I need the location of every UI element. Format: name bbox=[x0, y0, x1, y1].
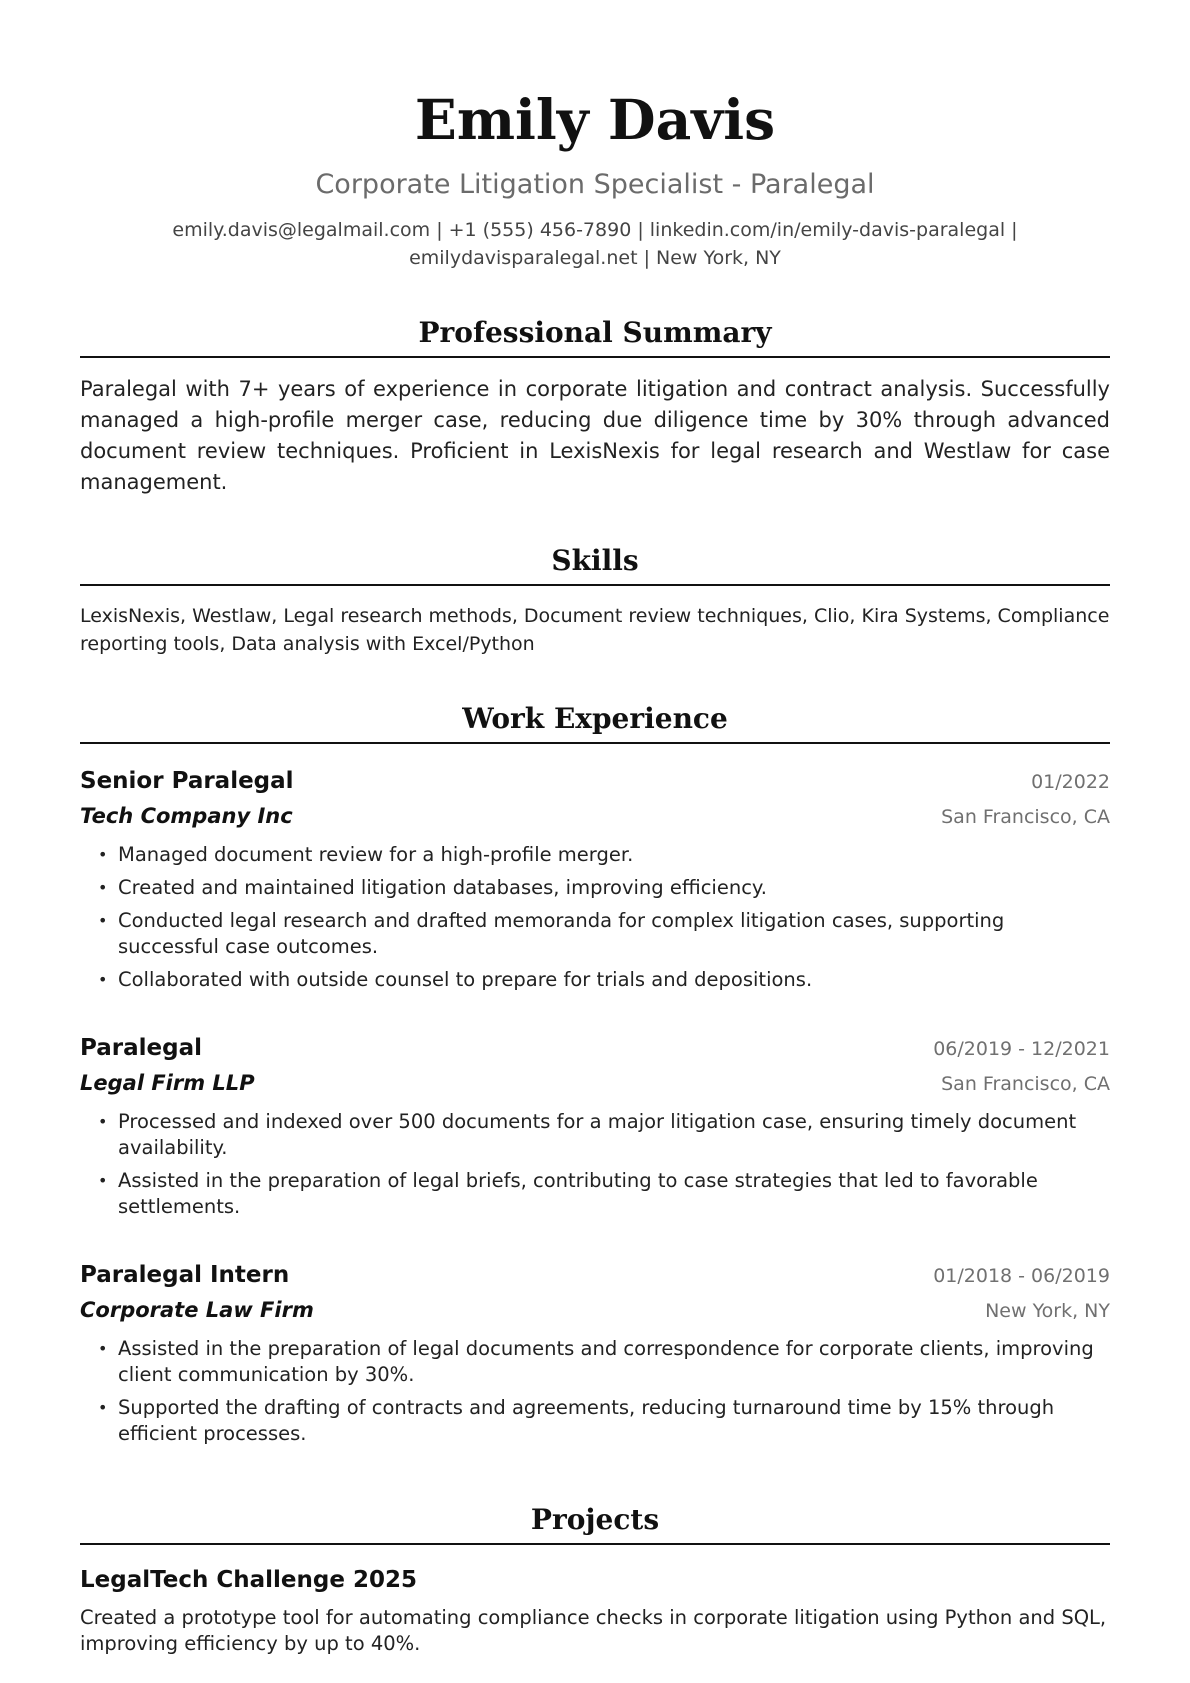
job-title: Senior Paralegal bbox=[80, 768, 294, 794]
project-description: Created a prototype tool for automating compliance checks in corporate litigation using Python and SQL, improving efficiency by up to 40%. bbox=[80, 1606, 1107, 1655]
bullet-item: • Supported the drafting of contracts and agreements, reducing turnaround time by 15% through efficient processes. bbox=[118, 1395, 1110, 1447]
job-title: Paralegal Intern bbox=[80, 1262, 290, 1288]
candidate-title: Corporate Litigation Specialist - Paralegal bbox=[315, 169, 875, 200]
bullet-item: • Conducted legal research and drafted memoranda for complex litigation cases, supporting successful case outcomes. bbox=[118, 908, 1110, 960]
skills-text: LexisNexis, Westlaw, Legal research methods, Document review techniques, Clio, Kira Systems, Compliance reporting tools, Data analysis with Excel/Python bbox=[80, 605, 1110, 655]
bullet-item: • Managed document review for a high-profile merger. bbox=[118, 842, 1110, 868]
job-location: San Francisco, CA bbox=[941, 1073, 1110, 1095]
job-company: Tech Company Inc bbox=[80, 804, 293, 828]
job-date: 01/2022 bbox=[1031, 771, 1110, 793]
project-entry bbox=[80, 1563, 1110, 1657]
job-entry bbox=[80, 1258, 1110, 1447]
job-bullets bbox=[80, 1336, 1110, 1447]
bullet-item: • Collaborated with outside counsel to prepare for trials and depositions. bbox=[118, 967, 1110, 993]
candidate-name: Emily Davis bbox=[414, 87, 776, 152]
job-title: Paralegal bbox=[80, 1035, 202, 1061]
bullet-item: • Assisted in the preparation of legal documents and correspondence for corporate clients, improving client communication by 30%. bbox=[118, 1336, 1110, 1388]
bullet-item: • Created and maintained litigation databases, improving efficiency. bbox=[118, 875, 1110, 901]
project-title: LegalTech Challenge 2025 bbox=[80, 1567, 417, 1593]
bullet-item: • Assisted in the preparation of legal briefs, contributing to case strategies that led to favorable settlements. bbox=[118, 1168, 1110, 1220]
contact-line-2: emilydavisparalegal.net | New York, NY bbox=[409, 247, 781, 269]
section-heading-summary: Professional Summary bbox=[80, 316, 1110, 358]
job-entry bbox=[80, 764, 1110, 993]
contact-info bbox=[80, 216, 1110, 272]
job-company: Legal Firm LLP bbox=[80, 1071, 255, 1095]
job-bullets bbox=[80, 842, 1110, 993]
section-heading-projects: Projects bbox=[80, 1503, 1110, 1545]
bullet-item: • Processed and indexed over 500 documents for a major litigation case, ensuring timely document availability. bbox=[118, 1109, 1110, 1161]
job-company: Corporate Law Firm bbox=[80, 1298, 314, 1322]
job-bullets bbox=[80, 1109, 1110, 1220]
section-heading-experience: Work Experience bbox=[80, 702, 1110, 744]
job-location: San Francisco, CA bbox=[941, 806, 1110, 828]
job-date: 06/2019 - 12/2021 bbox=[933, 1038, 1110, 1060]
summary-text: Paralegal with 7+ years of experience in corporate litigation and contract analysis. Successfully managed a high-profile merger case, reducing due diligence time by 30% through advanced document review techniques. Proficient in LexisNexis for legal research and Westlaw for case management. bbox=[80, 377, 1110, 494]
job-location: New York, NY bbox=[985, 1300, 1110, 1322]
contact-line-1: emily.davis@legalmail.com | +1 (555) 456-7890 | linkedin.com/in/emily-davis-paralegal | bbox=[172, 219, 1018, 241]
job-date: 01/2018 - 06/2019 bbox=[933, 1265, 1110, 1287]
job-entry bbox=[80, 1031, 1110, 1220]
section-heading-skills: Skills bbox=[80, 544, 1110, 586]
